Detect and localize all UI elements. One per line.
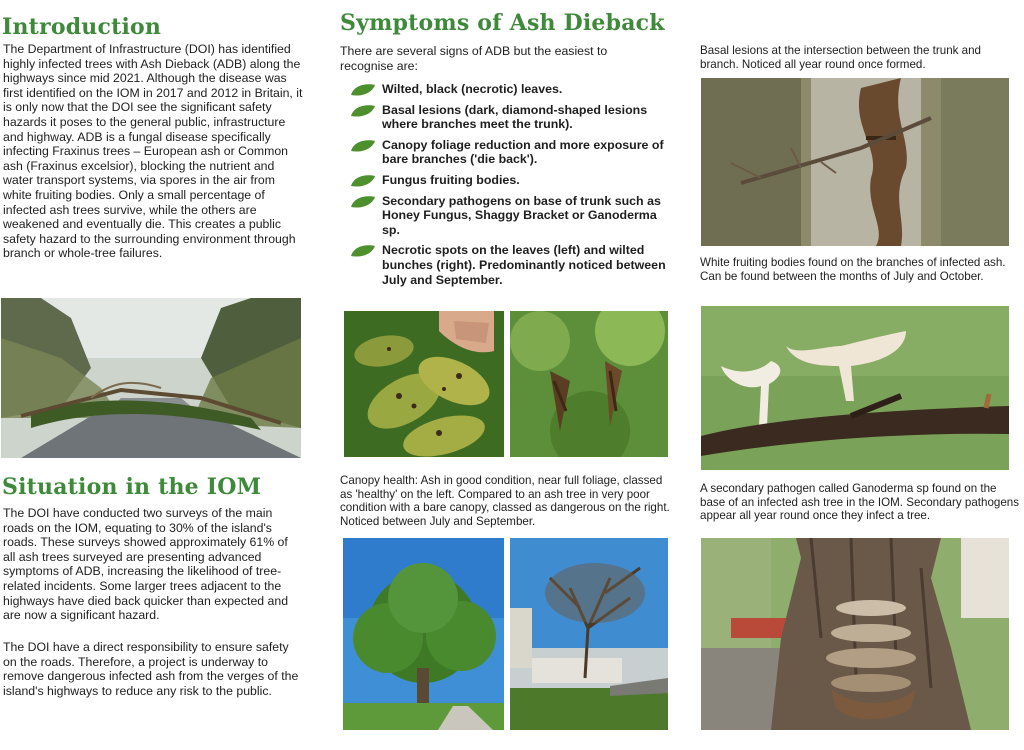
symptom-text: Wilted, black (necrotic) leaves. [382,82,563,96]
symptoms-heading: Symptoms of Ash Dieback [340,10,665,36]
symptom-text: Basal lesions (dark, diamond-shaped lesions where branches meet the trunk). [382,102,648,132]
symptom-item [340,103,678,132]
leaf-bullet-icon [350,244,376,258]
basal-lesion-photo [701,78,1009,246]
symptoms-list [340,82,678,293]
leaf-bullet-icon [350,83,376,97]
leaf-bullet-icon [350,174,376,188]
symptom-item [340,82,678,97]
fruiting-caption: White fruiting bodies found on the branches of infected ash. Can be found between the months of July and October. [700,256,1006,283]
lesions-caption: Basal lesions at the intersection between the trunk and branch. Noticed all year round once formed. [700,44,982,71]
symptom-text: Secondary pathogens on base of trunk such as Honey Fungus, Shaggy Bracket or Ganoderma sp. [382,193,661,237]
fallen-tree-road-photo [1,298,301,458]
leaf-bullet-icon [350,195,376,209]
symptom-item [340,138,678,167]
symptom-text: Necrotic spots on the leaves (left) and wilted bunches (right). Predominantly noticed between July and September. [382,243,666,287]
necrotic-leaves-photo [344,311,504,457]
canopy-caption: Canopy health: Ash in good condition, near full foliage, classed as 'healthy' on the left. Compared to an ash tree in very poor condition with a bare canopy, classed as dangerous on the right. Noticed between July and September. [340,474,670,528]
dangerous-ash-photo [510,538,668,730]
symptom-text: Canopy foliage reduction and more exposure of bare branches ('die back'). [382,137,664,167]
symptoms-intro: There are several signs of ADB but the easiest to recognise are: [340,44,608,73]
situation-para-2: The DOI have a direct responsibility to ensure safety on the roads. Therefore, a project is underway to remove dangerous infected ash from the verges of the island's highways to reduce any risk to the public. [3,640,299,698]
healthy-ash-photo [343,538,504,730]
ganoderma-photo [701,538,1009,730]
symptom-item [340,243,678,287]
intro-body: The Department of Infrastructure (DOI) has identified highly infected trees with Ash Dieback (ADB) along the highways since mid 2021. Although the disease was first identified on the IOM in 2017 and 2012 in Britain, it is only now that the DOI see the significant safety hazards it poses to the general public, infrastructure and highway. ADB is a fungal disease specifically infecting Fraxinus trees – European ash or Common ash (Fraxinus excelsior), blocking the nutrient and water transport systems, via spores in the air from white fruiting bodies. Only a small percentage of infected ash trees survive, while the others are weakened and eventually die. This creates a public safety hazard to the surrounding environment through branch or whole-tree failures. [3,42,303,261]
symptom-text: Fungus fruiting bodies. [382,172,520,187]
fruiting-bodies-photo [701,306,1009,470]
situation-heading: Situation in the IOM [2,474,262,500]
situation-para-1: The DOI have conducted two surveys of the main roads on the IOM, equating to 30% of the island's roads. These surveys showed approximately 61% of all ash trees surveyed are presenting advanced symptoms of ADB, increasing the likelihood of tree-related incidents. Some larger trees adjacent to the highways have died back quicker than expected and are now a significant hazard. [3,506,289,623]
symptom-item [340,173,678,188]
leaf-bullet-icon [350,104,376,118]
wilted-bunches-photo [510,311,668,457]
symptom-item [340,194,678,238]
leaf-bullet-icon [350,139,376,153]
intro-heading: Introduction [2,14,162,40]
ganoderma-caption: A secondary pathogen called Ganoderma sp found on the base of an infected ash tree in the IOM. Secondary pathogens appear all year round once they infect a tree. [700,482,1020,523]
